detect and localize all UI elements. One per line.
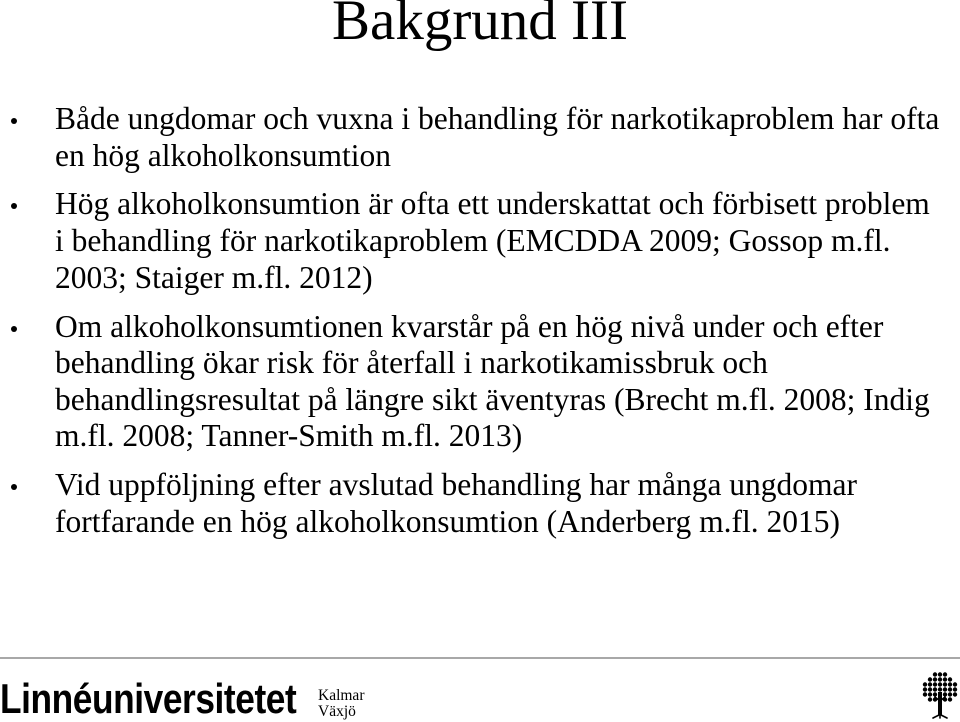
bullet-line: Både ungdomar och vuxna i behandling för narkotikaproblem har ofta <box>55 101 940 136</box>
bullet-line: behandling ökar risk för återfall i narkotikamissbruk och <box>55 345 768 381</box>
bullet-line: m.fl. 2008; Tanner-Smith m.fl. 2013) <box>55 418 523 454</box>
bullet-dot <box>11 326 17 332</box>
slide-title: Bakgrund III <box>332 0 628 52</box>
campus-vaxjo: Växjö <box>318 703 356 720</box>
bullet-list <box>0 101 960 553</box>
bullet-line: en hög alkoholkonsumtion <box>55 137 391 173</box>
bullet-line: fortfarande en hög alkoholkonsumtion (Anderberg m.fl. 2015) <box>55 503 840 539</box>
bullet-dot <box>11 118 17 124</box>
bullet-line: 2003; Staiger m.fl. 2012) <box>55 259 373 295</box>
tree-icon <box>922 671 958 719</box>
bullet-item <box>0 309 960 455</box>
bullet-line: Om alkoholkonsumtionen kvarstår på en hög nivå under och efter <box>55 308 884 344</box>
bullet-item <box>0 101 960 174</box>
campus-kalmar: Kalmar <box>318 687 365 704</box>
bullet-line: Hög alkoholkonsumtion är ofta ett underskattat och förbisett problem <box>55 186 930 222</box>
bullet-dot <box>11 203 17 209</box>
bullet-dot <box>11 484 17 490</box>
campus-labels <box>318 688 364 720</box>
bullet-line: i behandling för narkotikaproblem (EMCDDA 2009; Gossop m.fl. <box>55 223 891 259</box>
bullet-item <box>0 467 960 540</box>
footer-divider <box>0 657 960 659</box>
university-logo-wordmark: Linnéuniversitetet <box>0 675 297 722</box>
bullet-item <box>0 186 960 296</box>
bullet-line: Vid uppföljning efter avslutad behandling har många ungdomar <box>55 467 858 503</box>
bullet-line: behandlingsresultat på längre sikt äventyras (Brecht m.fl. 2008; Indig <box>55 381 930 417</box>
